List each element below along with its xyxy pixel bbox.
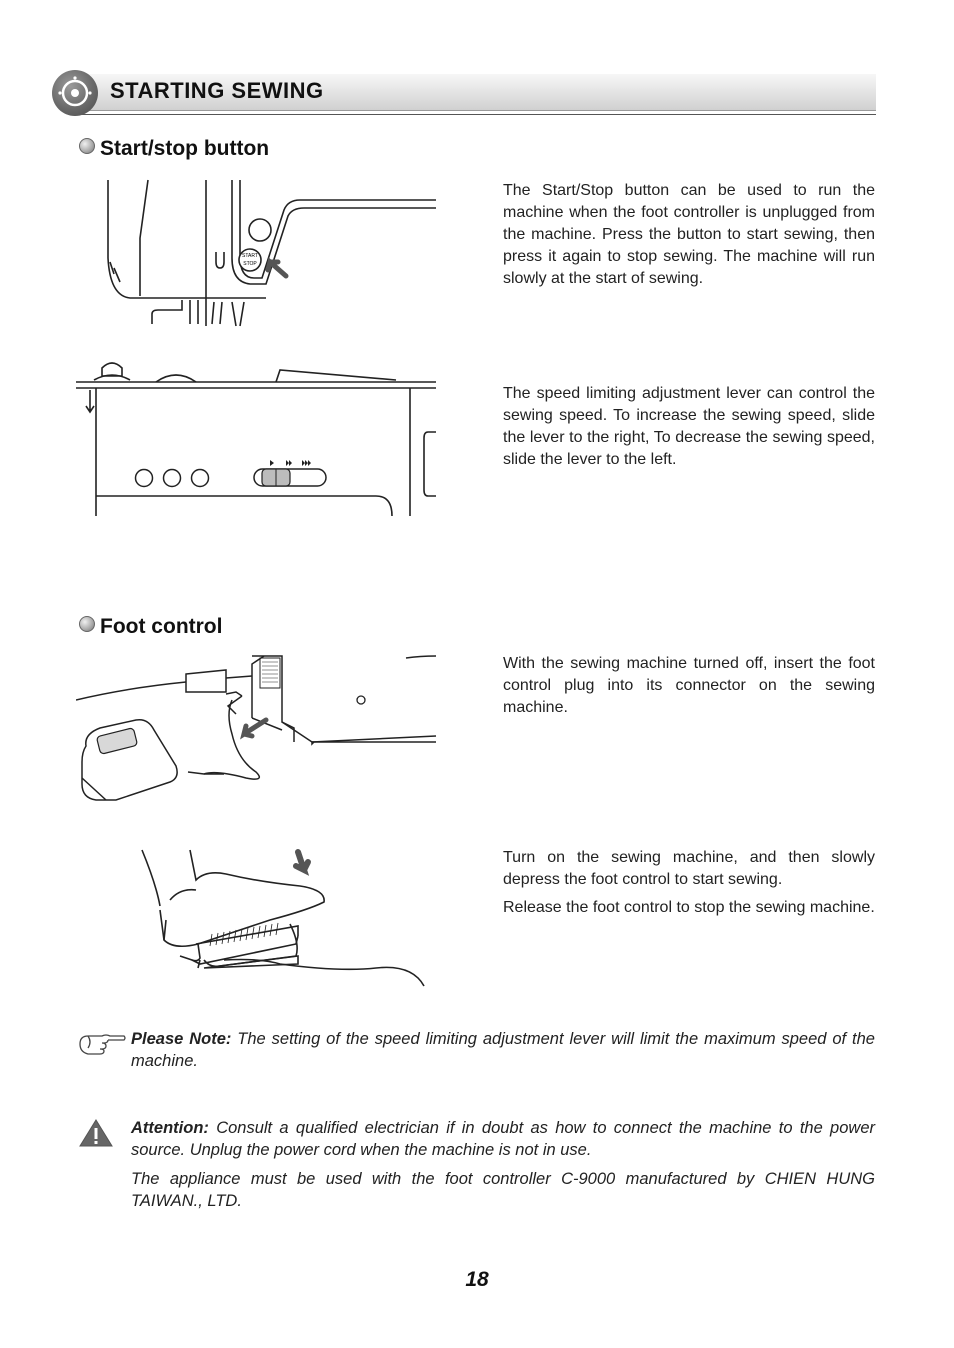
please-note bbox=[131, 1028, 875, 1079]
speed-lever-description bbox=[503, 383, 875, 477]
foot-press-illustration bbox=[140, 840, 430, 996]
speed-lever-text: The speed limiting adjustment lever can control the sewing speed. To increase the sewing speed, slide the lever to the right, To decrease the sewing speed, slide the lever to the left. bbox=[503, 385, 875, 468]
attention-text: Consult a qualified electrician if in doubt as how to connect the machine to the power source. Unplug the power cord when the machine is not in use. bbox=[131, 1119, 875, 1159]
attention-note bbox=[131, 1117, 875, 1219]
warning-triangle-icon bbox=[78, 1118, 114, 1148]
header-rule bbox=[74, 114, 876, 115]
arrow-icon bbox=[244, 720, 266, 736]
arrow-icon bbox=[296, 852, 308, 870]
please-note-label: Please Note: bbox=[131, 1030, 232, 1048]
page-number: 18 bbox=[465, 1268, 489, 1291]
foot-control-connect-text: With the sewing machine turned off, insert the foot control plug into its connector on the sewing machine. bbox=[503, 655, 875, 716]
pointing-hand-icon bbox=[78, 1030, 126, 1058]
heading-start-stop bbox=[79, 137, 269, 161]
foot-control-connection-illustration bbox=[76, 650, 440, 802]
page-title: STARTING SEWING bbox=[110, 78, 324, 103]
foot-control-connect-description bbox=[503, 653, 875, 725]
section-header bbox=[50, 70, 876, 116]
heading-label: Foot control bbox=[100, 615, 223, 638]
speed-indicator-icons bbox=[270, 460, 311, 466]
heading-label: Start/stop button bbox=[100, 137, 270, 160]
heading-foot-control bbox=[79, 615, 222, 639]
start-stop-illustration bbox=[100, 178, 440, 328]
arrow-icon bbox=[268, 262, 286, 276]
button-label-stop: STOP bbox=[243, 261, 257, 267]
speed-lever-illustration bbox=[76, 360, 440, 520]
foot-control-start-text: Turn on the sewing machine, and then slowly depress the foot control to start sewing. bbox=[503, 849, 875, 888]
start-stop-text: The Start/Stop button can be used to run the machine when the foot controller is unplugged from the machine. Press the button to start sewing, then press it again to stop sewing. The machine will run slowly at the start of sewing. bbox=[503, 182, 875, 287]
bullet-icon bbox=[79, 616, 95, 632]
attention-label: Attention: bbox=[131, 1119, 209, 1137]
dial-icon bbox=[52, 70, 98, 116]
foot-control-use-description bbox=[503, 847, 875, 925]
start-stop-description bbox=[503, 180, 875, 296]
foot-control-stop-text: Release the foot control to stop the sewing machine. bbox=[503, 899, 875, 916]
foot-pedal bbox=[96, 728, 137, 755]
button-label-start: START bbox=[242, 253, 258, 259]
appliance-text: The appliance must be used with the foot controller C-9000 manufactured by CHIEN HUNG TAIWAN., LTD. bbox=[131, 1170, 875, 1210]
bullet-icon bbox=[79, 138, 95, 154]
please-note-text: The setting of the speed limiting adjustment lever will limit the maximum speed of the machine. bbox=[131, 1030, 875, 1070]
